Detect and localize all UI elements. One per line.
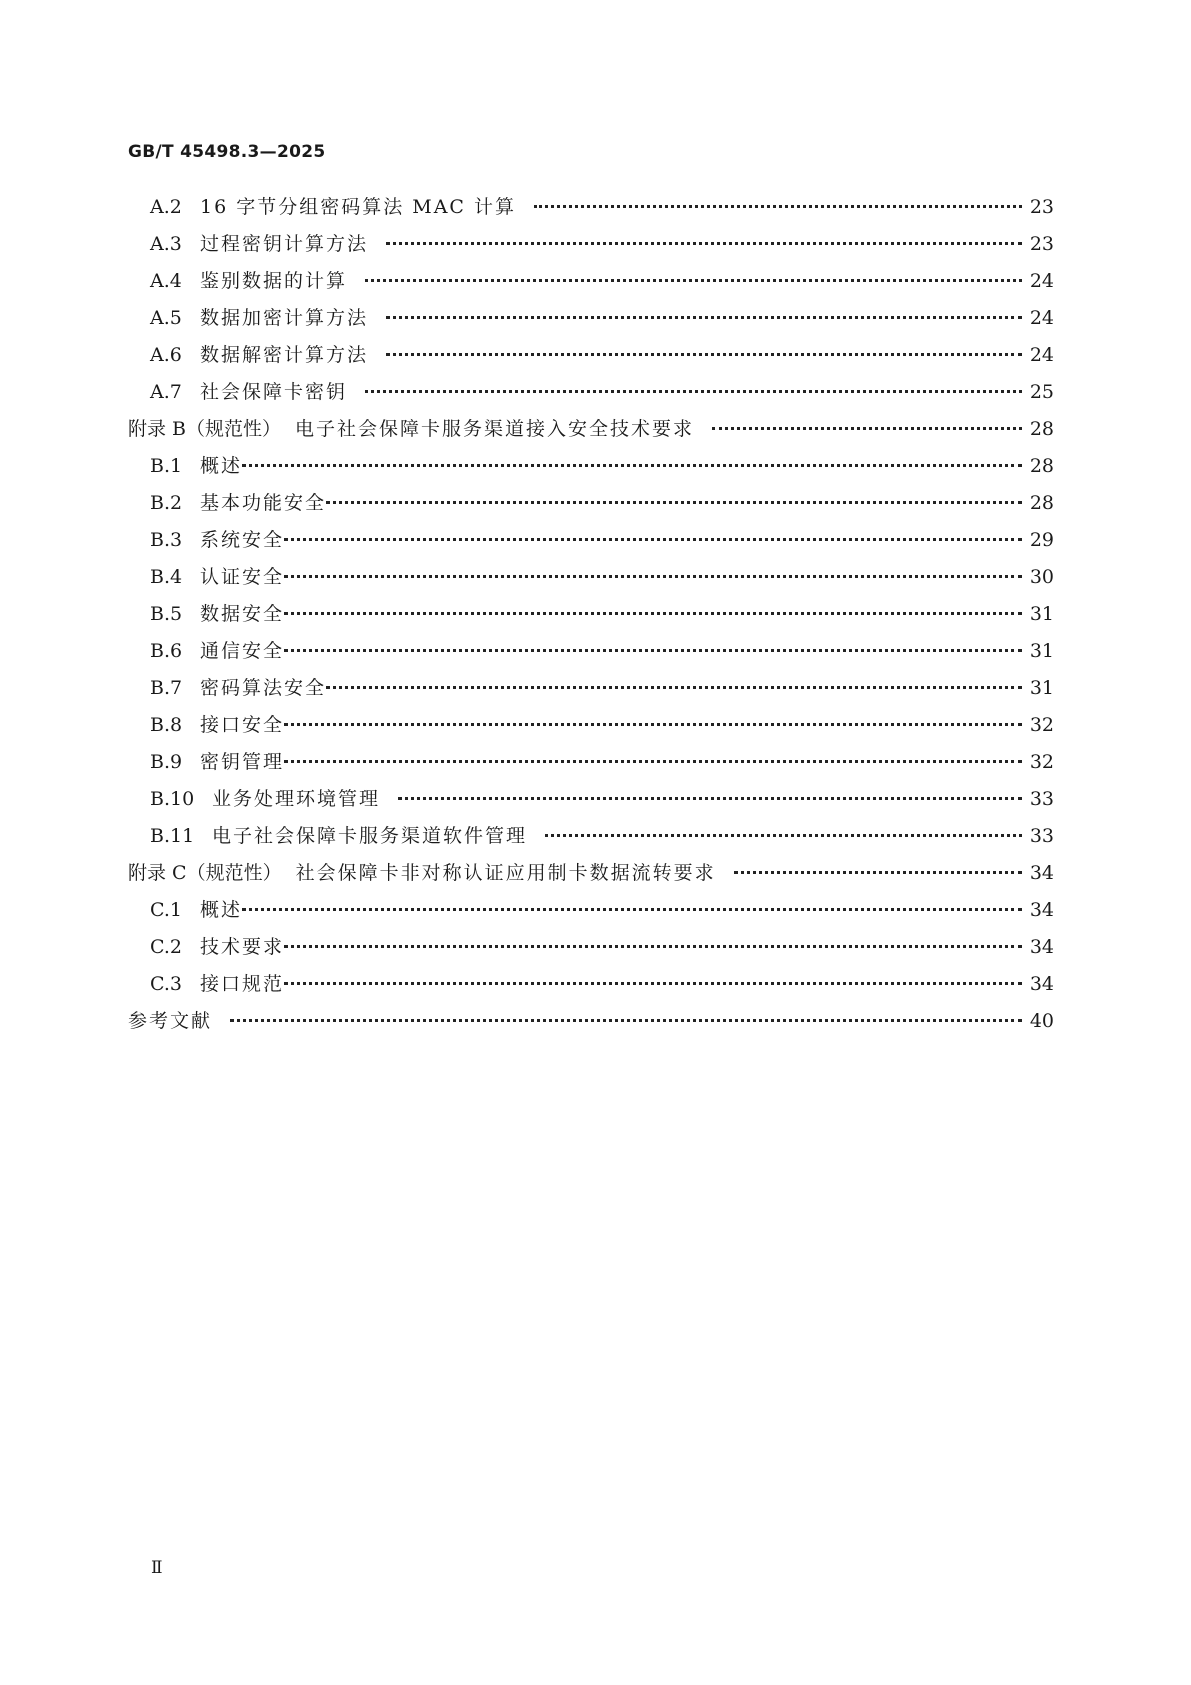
toc-entry-number: C.2 (150, 936, 182, 958)
toc-entry-page: 28 (1029, 418, 1054, 440)
toc-entry-page: 23 (1029, 233, 1054, 255)
toc-entry[interactable] (128, 266, 1054, 303)
toc-entry-number: 附录 B（规范性） (128, 418, 282, 440)
dot-leader (284, 538, 1022, 541)
toc-entry[interactable] (128, 414, 1054, 451)
toc-entry-number: B.3 (150, 529, 183, 551)
toc-entry-page: 29 (1029, 529, 1054, 551)
toc-entry-page: 24 (1029, 270, 1054, 292)
toc-entry-title: 系统安全 (200, 529, 285, 551)
toc-entry-title: 密钥管理 (200, 751, 285, 773)
toc-entry-title: 接口规范 (200, 973, 285, 995)
dot-leader (284, 575, 1022, 578)
dot-leader (284, 649, 1022, 652)
toc-entry[interactable] (128, 784, 1054, 821)
toc-entry[interactable] (128, 858, 1054, 895)
toc-entry[interactable] (128, 821, 1054, 858)
toc-entry-page: 30 (1029, 566, 1054, 588)
toc-entry-title: 业务处理环境管理 (212, 788, 381, 810)
toc-entry-page: 40 (1029, 1010, 1054, 1032)
toc-entry-number: B.5 (150, 603, 183, 625)
toc-entry[interactable] (128, 673, 1054, 710)
toc-entry-title: 概述 (200, 455, 243, 477)
toc-entry-title: 技术要求 (200, 936, 285, 958)
dot-leader (284, 723, 1022, 726)
toc-entry[interactable] (128, 636, 1054, 673)
toc-entry[interactable] (128, 451, 1054, 488)
dot-leader (398, 797, 1022, 800)
toc-entry-number: B.4 (150, 566, 183, 588)
toc-entry-title: 认证安全 (200, 566, 285, 588)
dot-leader (326, 686, 1022, 689)
toc-entry[interactable] (128, 488, 1054, 525)
toc-entry-number: A.4 (150, 270, 182, 292)
toc-entry[interactable] (128, 1006, 1054, 1043)
toc-entry[interactable] (128, 340, 1054, 377)
toc-entry-page: 34 (1029, 899, 1054, 921)
dot-leader (242, 464, 1022, 467)
toc-entry-page: 25 (1029, 381, 1054, 403)
toc-entry[interactable] (128, 377, 1054, 414)
toc-entry-title: 通信安全 (200, 640, 285, 662)
toc-entry-number: A.5 (150, 307, 182, 329)
dot-leader (365, 279, 1022, 282)
dot-leader (284, 612, 1022, 615)
dot-leader (284, 760, 1022, 763)
page-number: Ⅱ (151, 1558, 163, 1578)
toc-entry[interactable] (128, 562, 1054, 599)
toc-entry-page: 24 (1029, 307, 1054, 329)
toc-entry-page: 32 (1029, 714, 1054, 736)
standard-number: GB/T 45498.3—2025 (128, 142, 326, 162)
dot-leader (284, 982, 1022, 985)
toc-entry-page: 33 (1029, 825, 1054, 847)
dot-leader (365, 390, 1022, 393)
toc-entry-number: B.10 (150, 788, 195, 810)
toc-entry-page: 31 (1029, 677, 1054, 699)
toc-entry-page: 32 (1029, 751, 1054, 773)
toc-entry[interactable] (128, 710, 1054, 747)
toc-entry-title: 电子社会保障卡服务渠道接入安全技术要求 (295, 418, 695, 440)
toc-entry-title: 电子社会保障卡服务渠道软件管理 (212, 825, 528, 847)
toc-entry-title: 接口安全 (200, 714, 285, 736)
toc-entry-number: A.7 (150, 381, 182, 403)
dot-leader (712, 427, 1022, 430)
dot-leader (545, 834, 1022, 837)
toc-entry[interactable] (128, 895, 1054, 932)
toc-entry-title: 社会保障卡非对称认证应用制卡数据流转要求 (295, 862, 716, 884)
dot-leader (386, 316, 1022, 319)
toc-entry-page: 34 (1029, 936, 1054, 958)
toc-entry-title: 概述 (200, 899, 243, 921)
toc-entry-title: 16 字节分组密码算法 MAC 计算 (200, 196, 517, 218)
toc-entry[interactable] (128, 969, 1054, 1006)
toc-entry-title: 参考文献 (128, 1010, 213, 1032)
toc-entry-page: 34 (1029, 862, 1054, 884)
toc-entry-number: B.1 (150, 455, 183, 477)
toc-entry-number: A.3 (150, 233, 182, 255)
dot-leader (534, 205, 1022, 208)
toc-entry-page: 28 (1029, 455, 1054, 477)
dot-leader (242, 908, 1022, 911)
toc-entry-number: B.11 (150, 825, 195, 847)
toc-entry-title: 数据加密计算方法 (200, 307, 369, 329)
toc-entry-number: B.7 (150, 677, 183, 699)
toc-entry-page: 34 (1029, 973, 1054, 995)
toc-entry-page: 31 (1029, 603, 1054, 625)
dot-leader (734, 871, 1022, 874)
toc-entry[interactable] (128, 747, 1054, 784)
toc-entry-page: 28 (1029, 492, 1054, 514)
dot-leader (230, 1019, 1022, 1022)
toc-entry[interactable] (128, 932, 1054, 969)
toc-entry-number: 附录 C（规范性） (128, 862, 282, 884)
toc-entry[interactable] (128, 525, 1054, 562)
table-of-contents (128, 192, 1054, 1043)
dot-leader (326, 501, 1022, 504)
toc-entry-page: 24 (1029, 344, 1054, 366)
toc-entry[interactable] (128, 192, 1054, 229)
toc-entry-title: 基本功能安全 (200, 492, 327, 514)
toc-entry[interactable] (128, 303, 1054, 340)
toc-entry-number: C.3 (150, 973, 182, 995)
toc-entry-title: 社会保障卡密钥 (200, 381, 348, 403)
toc-entry-title: 数据解密计算方法 (200, 344, 369, 366)
dot-leader (284, 945, 1022, 948)
toc-entry-title: 数据安全 (200, 603, 285, 625)
toc-entry[interactable] (128, 599, 1054, 636)
toc-entry-number: A.2 (150, 196, 182, 218)
toc-entry-number: B.2 (150, 492, 183, 514)
toc-entry-page: 23 (1029, 196, 1054, 218)
toc-entry-number: B.6 (150, 640, 183, 662)
toc-entry-page: 31 (1029, 640, 1054, 662)
toc-entry-title: 过程密钥计算方法 (200, 233, 369, 255)
toc-entry-title: 密码算法安全 (200, 677, 327, 699)
dot-leader (386, 242, 1022, 245)
toc-entry-number: B.8 (150, 714, 183, 736)
toc-entry-number: B.9 (150, 751, 183, 773)
toc-entry-page: 33 (1029, 788, 1054, 810)
toc-entry-title: 鉴别数据的计算 (200, 270, 348, 292)
dot-leader (386, 353, 1022, 356)
toc-entry[interactable] (128, 229, 1054, 266)
toc-entry-number: A.6 (150, 344, 182, 366)
toc-entry-number: C.1 (150, 899, 182, 921)
